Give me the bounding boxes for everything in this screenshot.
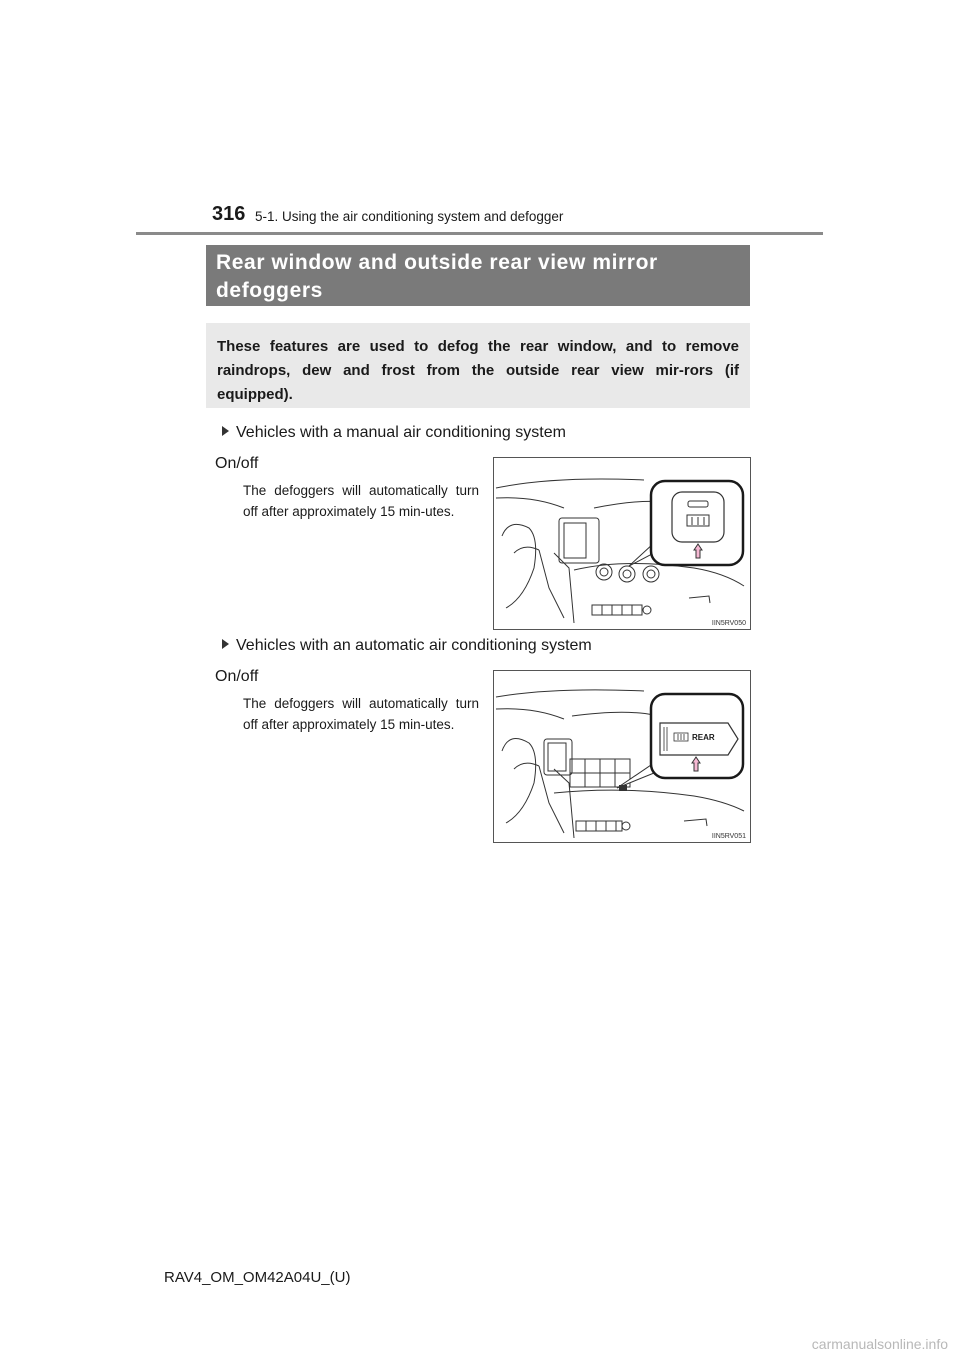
header-rule: [136, 232, 823, 235]
automatic-on-off-label: On/off: [215, 668, 259, 685]
watermark: carmanualsonline.info: [811, 1336, 948, 1352]
section-title-bar: [206, 245, 750, 306]
intro-text: These features are used to defog the rear window, and to remove raindrops, dew and frost from the outside rear view mir-rors (if equipped).: [217, 338, 739, 403]
dashboard-manual-illustration: [494, 458, 750, 629]
page-number: 316: [212, 203, 246, 225]
manual-ac-heading-text: Vehicles with a manual air conditioning system: [236, 424, 566, 441]
rear-button-label: REAR: [692, 733, 715, 742]
intro-box: [206, 323, 750, 408]
manual-ac-figure: [493, 457, 751, 630]
running-header: 5-1. Using the air conditioning system and defogger: [255, 209, 564, 224]
automatic-description: The defoggers will automatically turn off after approximately 15 min-utes.: [243, 696, 479, 732]
triangle-bullet-icon: [222, 426, 229, 436]
dashboard-automatic-illustration: [494, 671, 750, 842]
figure-code: IIN5RV051: [711, 833, 746, 840]
triangle-bullet-icon: [222, 639, 229, 649]
manual-ac-heading: [222, 424, 566, 442]
section-title: Rear window and outside rear view mirror defoggers: [216, 251, 658, 302]
manual-description: The defoggers will automatically turn off after approximately 15 min-utes.: [243, 483, 479, 519]
callout-pointer: [617, 763, 654, 788]
document-code: RAV4_OM_OM42A04U_(U): [164, 1269, 351, 1286]
manual-on-off-label: On/off: [215, 455, 259, 472]
figure-code: IIN5RV050: [711, 620, 746, 627]
automatic-ac-figure: [493, 670, 751, 843]
automatic-ac-heading: [222, 637, 592, 655]
automatic-ac-heading-text: Vehicles with an automatic air conditioning system: [236, 637, 592, 654]
